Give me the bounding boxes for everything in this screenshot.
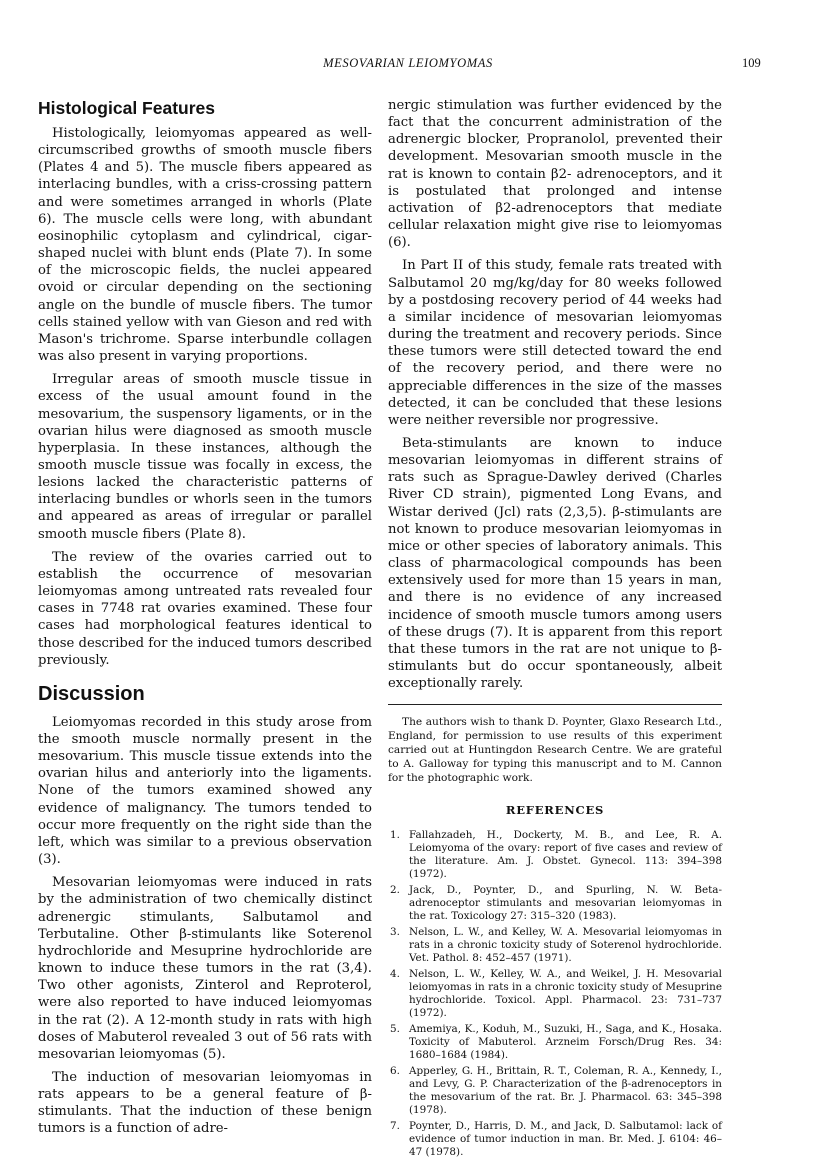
reference-item: [388, 1065, 722, 1117]
paragraph: Mesovarian leiomyomas were induced in rats by the administration of two chemically distinct adrenergic stimulants, Salbutamol and Terbutaline. Other β-stimulants like Soterenol hydrochloride and Mesuprine hydrochloride are known to induce these tumors in the rat (3,4). Two other agonists, Zinterol and Reproterol, were also reported to have induced leiomyomas in the rat (2). A 12-month study in rats with high doses of Mabuterol revealed 3 out of 56 rats with mesovarian leiomyomas (5).: [38, 875, 372, 1062]
paragraph: Histologically, leiomyomas appeared as well-circumscribed growths of smooth muscle fibers (Plates 4 and 5). The muscle fibers appeared as interlacing bundles, with a criss-crossing pattern and were sometimes arranged in whorls (Plate 6). The muscle cells were long, with abundant eosinophilic cytoplasm and cylindrical, cigar-shaped nuclei with blunt ends (Plate 7). In some of the microscopic fields, the nuclei appeared ovoid or circular depending on the sectioning angle on the bundle of muscle fibers. The tumor cells stained yellow with van Gieson and red with Mason's trichrome. Sparse interbundle collagen was also present in varying proportions.: [38, 126, 372, 365]
reference-text: Amemiya, K., Koduh, M., Suzuki, H., Saga, and K., Hosaka. Toxicity of Mabuterol. Arzneim Forsch/Drug Res. 34: 1680–1684 (1984).: [409, 1023, 722, 1062]
page-number: 109: [742, 56, 761, 70]
reference-item: [388, 926, 722, 965]
reference-list: [388, 829, 722, 1159]
paragraph: The review of the ovaries carried out to establish the occurrence of mesovarian leiomyomas among untreated rats revealed four cases in 7748 rat ovaries examined. These four cases had morphological features identical to those described for the induced tumors described previously.: [38, 549, 372, 668]
paragraph: Leiomyomas recorded in this study arose from the smooth muscle normally present in the mesovarium. This muscle tissue extends into the ovarian hilus and anteriorly into the ligaments. None of the tumors examined showed any evidence of malignancy. The tumors tended to occur more frequently on the right side than the left, which was similar to a previous observation (3).: [38, 714, 372, 868]
left-column: [38, 98, 372, 1144]
running-title: MESOVARIAN LEIOMYOMAS: [323, 56, 493, 70]
acknowledgment: The authors wish to thank D. Poynter, Glaxo Research Ltd., England, for permission to use results of this experiment carried out at Huntingdon Research Centre. We are grateful to A. Galloway for typing this manuscript and to M. Cannon for the photographic work.: [388, 704, 722, 785]
reference-text: Poynter, D., Harris, D. M., and Jack, D. Salbutamol: lack of evidence of tumor induction in man. Br. Med. J. 6104: 46–47 (1978).: [409, 1120, 722, 1159]
section-heading-histological: Histological Features: [38, 98, 215, 118]
references-heading: REFERENCES: [505, 803, 605, 818]
reference-text: Fallahzadeh, H., Dockerty, M. B., and Lee, R. A. Leiomyoma of the ovary: report of five cases and review of the literature. Am. J. Obstet. Gynecol. 113: 394–398 (1972).: [409, 829, 722, 881]
right-column: [388, 97, 722, 1162]
reference-item: [388, 1023, 722, 1062]
reference-item: [388, 884, 722, 923]
paragraph: nergic stimulation was further evidenced by the fact that the concurrent administration of the adrenergic blocker, Propranolol, prevented their development. Mesovarian smooth muscle in the rat is known to contain β2- adrenoceptors, and it is postulated that prolonged and intense activation of β2-adrenoceptors that mediate cellular relaxation might give rise to leiomyomas (6).: [388, 98, 722, 251]
paragraph: Irregular areas of smooth muscle tissue in excess of the usual amount found in the mesovarium, the suspensory ligaments, or in the ovarian hilus were diagnosed as smooth muscle hyperplasia. In these instances, although the smooth muscle tissue was focally in excess, the lesions lacked the characteristic patterns of interlacing bundles or whorls seen in the tumors and appeared as areas of irregular or parallel smooth muscle fibers (Plate 8).: [38, 372, 372, 542]
reference-number: 6.: [390, 1065, 400, 1078]
reference-item: [388, 968, 722, 1020]
reference-text: Apperley, G. H., Brittain, R. T., Coleman, R. A., Kennedy, I., and Levy, G. P. Characterization of the β-adrenoceptors in the mesovarium of the rat. Br. J. Pharmacol. 63: 345–398 (1978).: [409, 1065, 722, 1117]
reference-text: Nelson, L. W., Kelley, W. A., and Weikel, J. H. Mesovarial leiomyomas in rats in a chronic toxicity study of Mesuprine hydrochloride. Toxicol. Appl. Pharmacol. 23: 731–737 (1972).: [409, 968, 722, 1020]
reference-item: [388, 829, 722, 881]
paragraph: In Part II of this study, female rats treated with Salbutamol 20 mg/kg/day for 80 weeks followed by a postdosing recovery period of 44 weeks had a similar incidence of mesovarian leiomyomas during the treatment and recovery periods. Since these tumors were still detected toward the end of the recovery period, and there were no appreciable differences in the size of the masses detected, it can be concluded that these lesions were neither reversible nor progressive.: [388, 258, 722, 428]
reference-number: 1.: [390, 829, 400, 842]
reference-number: 4.: [390, 968, 400, 981]
reference-text: Nelson, L. W., and Kelley, W. A. Mesovarial leiomyomas in rats in a chronic toxicity study of Soterenol hydrochloride. Vet. Pathol. 8: 452–457 (1971).: [409, 926, 722, 965]
reference-text: Jack, D., Poynter, D., and Spurling, N. W. Beta-adrenoceptor stimulants and mesovarian leiomyomas in the rat. Toxicology 27: 315–320 (1983).: [409, 884, 722, 923]
reference-number: 3.: [390, 926, 400, 939]
reference-number: 5.: [390, 1023, 400, 1036]
reference-number: 2.: [390, 884, 400, 897]
paragraph: The induction of mesovarian leiomyomas in rats appears to be a general feature of β-stimulants. That the induction of these benign tumors is a function of adre-: [38, 1069, 372, 1137]
reference-number: 7.: [390, 1120, 400, 1133]
reference-item: [388, 1120, 722, 1159]
paragraph: Beta-stimulants are known to induce mesovarian leiomyomas in different strains of rats such as Sprague-Dawley derived (Charles River CD strain), pigmented Long Evans, and Wistar derived (Jcl) rats (2,3,5). β-stimulants are not known to produce mesovarian leiomyomas in mice or other species of laboratory animals. This class of pharmacological compounds has been extensively used for more than 15 years in man, and there is no evidence of any increased incidence of smooth muscle tumors among users of these drugs (7). It is apparent from this report that these tumors in the rat are not unique to β-stimulants but do occur spontaneously, albeit exceptionally rarely.: [388, 435, 722, 692]
section-heading-discussion: Discussion: [38, 682, 145, 705]
